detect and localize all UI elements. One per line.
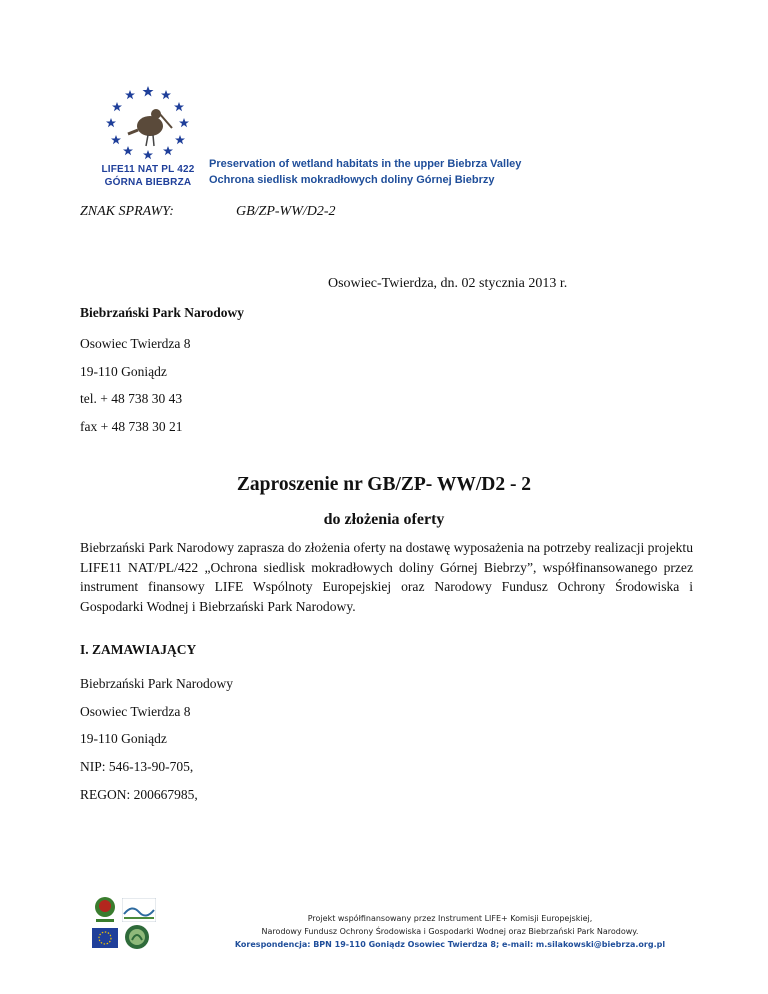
footer-funding-line1: Projekt współfinansowany przez Instrument LIFE+ Komisji Europejskiej, xyxy=(307,914,593,923)
life-logo-icon xyxy=(122,898,156,922)
document-subtitle: do złożenia oferty xyxy=(323,511,445,528)
project-title-en: Preservation of wetland habitats in the upper Biebrza Valley xyxy=(209,158,522,170)
ordering-party-city: 19-110 Goniądz xyxy=(80,731,167,746)
ordering-party-street: Osowiec Twierdza 8 xyxy=(80,704,191,719)
section-heading-ordering-party: I. ZAMAWIAJĄCY xyxy=(80,642,197,657)
footer-contact-line: Korespondencja: BPN 19-110 Goniądz Osowiec Twierdza 8; e-mail: m.silakowski@biebrza.org.pl xyxy=(234,940,666,949)
footer-funding-line2: Narodowy Fundusz Ochrony Środowiska i Gospodarki Wodnej oraz Biebrzański Park Narodowy. xyxy=(261,927,639,936)
case-number-value: GB/ZP-WW/D2-2 xyxy=(236,204,336,219)
sender-fax: fax + 48 738 30 21 xyxy=(80,419,183,434)
ordering-party-nip: NIP: 546-13-90-705, xyxy=(80,759,194,774)
date-line: Osowiec-Twierdza, dn. 02 stycznia 2013 r. xyxy=(328,276,568,291)
ordering-party-regon: REGON: 200667985, xyxy=(80,787,198,802)
eu-flag-logo-icon xyxy=(92,928,118,948)
logo-caption-line2: GÓRNA BIEBRZA xyxy=(104,177,192,188)
ordering-party-name: Biebrzański Park Narodowy xyxy=(80,676,233,691)
nfosigw-logo-icon xyxy=(92,896,118,924)
life-project-stars-bird-logo-icon xyxy=(98,84,198,164)
sender-street: Osowiec Twierdza 8 xyxy=(80,336,191,351)
sender-city: 19-110 Goniądz xyxy=(80,364,167,379)
sender-tel: tel. + 48 738 30 43 xyxy=(80,391,183,406)
document-title: Zaproszenie nr GB/ZP- WW/D2 - 2 xyxy=(236,474,532,495)
project-logo xyxy=(98,84,198,190)
project-title-pl: Ochrona siedlisk mokradłowych doliny Górnej Biebrzy xyxy=(209,174,495,186)
logo-caption-line1: LIFE11 NAT PL 422 xyxy=(101,164,195,175)
intro-paragraph: Biebrzański Park Narodowy zaprasza do złożenia oferty na dostawę wyposażenia na potrzeby realizacji projektu LIFE11 NAT/PL/422 „Ochrona siedlisk mokradłowych doliny Górnej Biebrzy”, współfinansowanego przez instrument finansowy LIFE Wspólnoty Europejskiej oraz Narodowy Fundusz Ochrony Środowiska i Gospodarki Wodnej i Biebrzański Park Narodowy. xyxy=(80,540,693,614)
footer-logos xyxy=(92,896,158,952)
bpn-park-logo-icon xyxy=(124,924,150,950)
sender-name: Biebrzański Park Narodowy xyxy=(80,305,245,320)
case-number-label: ZNAK SPRAWY: xyxy=(80,204,174,219)
